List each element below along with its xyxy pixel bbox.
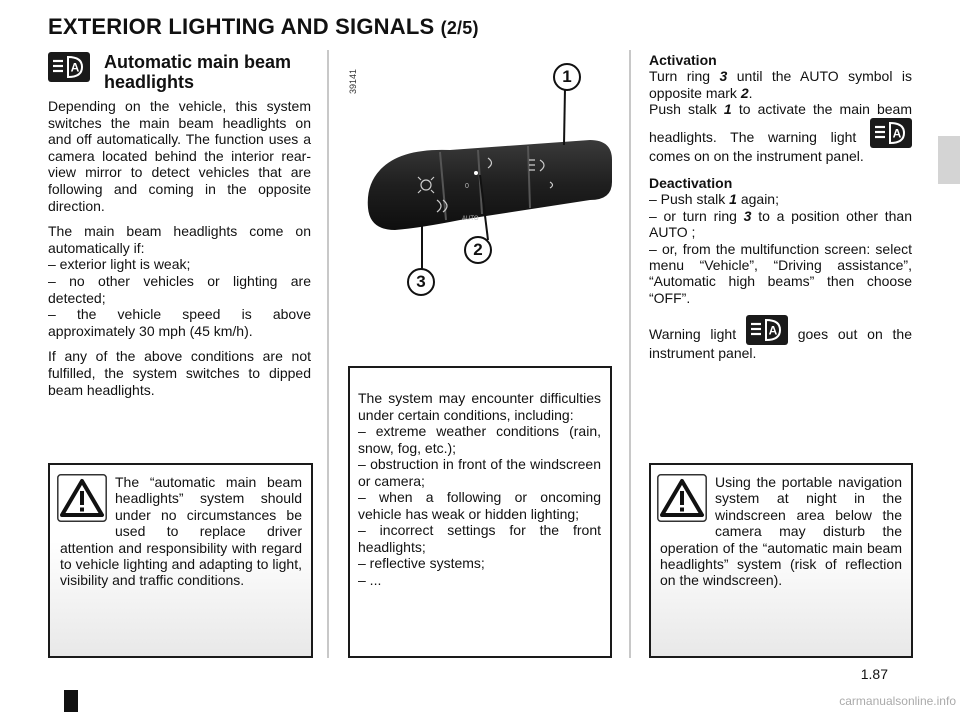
ref-num: 1: [723, 101, 732, 118]
illustration-id: 39141: [348, 68, 358, 94]
text: again;: [736, 191, 779, 208]
ref-num: 3: [743, 207, 752, 224]
icon-spacer: [660, 474, 715, 536]
auto-main-beam-icon: [870, 118, 912, 148]
text: – or turn ring: [649, 207, 744, 224]
text: Turn ring: [649, 68, 720, 85]
stalk-illustration: [340, 60, 620, 330]
warning-light-off: [649, 315, 912, 361]
column-1-text: [48, 98, 311, 407]
warning-text-left: [60, 474, 302, 589]
note-item: – obstruction in front of the windscreen or camera;: [358, 456, 601, 489]
text: Push stalk: [649, 101, 724, 118]
note-item: – ...: [358, 571, 382, 588]
page-title: [48, 14, 479, 40]
note-intro: The system may encounter difficulties under certain conditions, including:: [358, 390, 601, 423]
text: .: [748, 84, 753, 101]
column-divider-right: [629, 50, 631, 658]
deactivation-item: [649, 208, 912, 241]
condition-item: – no other vehicles or lighting are detected;: [48, 272, 311, 306]
auto-main-beam-icon: [48, 52, 90, 82]
column-divider-left: [327, 50, 329, 658]
column-3-text: [649, 52, 912, 362]
ref-num: 2: [740, 84, 749, 101]
title-text: EXTERIOR LIGHTING AND SIGNALS: [48, 14, 435, 39]
condition-item: – the vehicle speed is above approximately 30 mph (45 km/h).: [48, 306, 311, 339]
section-heading: Automatic main beam headlights: [104, 52, 292, 92]
text: to a position other than AUTO ;: [649, 207, 913, 241]
auto-main-beam-icon: [746, 315, 788, 345]
svg-text:A: A: [892, 126, 902, 141]
svg-text:AUTO: AUTO: [462, 216, 479, 222]
conditions-intro: The main beam headlights come on automatically if:: [48, 223, 311, 256]
callout-3: 3: [407, 268, 435, 296]
deactivation-item: [649, 191, 912, 207]
ref-num: 3: [719, 68, 728, 85]
footer-watermark: carmanualsonline.info: [839, 694, 956, 708]
deactivation-item: – or, from the multifunction screen: select menu “Vehicle”, “Driving assistance”, “Automatic high beams” then choose “OFF”.: [649, 240, 912, 306]
note-item: – reflective systems;: [358, 555, 485, 571]
chapter-tab: [938, 136, 960, 184]
note-item: – incorrect settings for the front headlights;: [358, 522, 601, 555]
activation-step-stalk: [649, 101, 912, 164]
svg-text:A: A: [70, 60, 80, 75]
warning-text-right: [660, 474, 902, 589]
text: goes out on the instrument panel.: [649, 326, 913, 362]
text: comes on on the instrument panel.: [649, 147, 864, 164]
warning-message: The “automatic main beam headlights” system should under no circumstances be used to replace driver attention and responsibility with regard to vehicle lighting and adapting to light, visibility and traffic conditions.: [60, 474, 302, 589]
activation-step-ring: [649, 68, 912, 101]
ref-num: 1: [729, 191, 737, 208]
svg-text:A: A: [768, 323, 778, 338]
svg-text:0: 0: [465, 183, 469, 190]
condition-item: – exterior light is weak;: [48, 256, 191, 273]
page-number: 1.87: [860, 666, 888, 682]
paragraph-intro: Depending on the vehicle, this system switches the main beam headlights on and off automatically. The function uses a camera located behind the interior rear-view mirror to detect vehicles that are following and coming in the opposite direction.: [48, 98, 311, 214]
warning-message: Using the portable navigation system at night in the windscreen area below the camera may disturb the operation of the “automatic main beam headlights” system (risk of reflection on the windscreen).: [660, 474, 902, 589]
page-marker: [64, 690, 78, 712]
note-item: – extreme weather conditions (rain, snow, fog, etc.);: [358, 423, 601, 456]
title-part: (2/5): [440, 18, 479, 38]
text: until the AUTO symbol is opposite mark: [649, 68, 913, 101]
icon-spacer: [60, 474, 115, 536]
text: to activate the main beam headlights. The warning light: [649, 101, 913, 145]
activation-heading: Activation: [649, 52, 717, 68]
note-item: – when a following or oncoming vehicle has weak or hidden lighting;: [358, 489, 601, 522]
paragraph-fallback: If any of the above conditions are not fulfilled, the system switches to dipped beam headlights.: [48, 348, 311, 398]
callout-1: 1: [553, 63, 581, 91]
paragraph-conditions: [48, 223, 311, 339]
deactivation-heading: Deactivation: [649, 175, 733, 192]
note-text: [358, 390, 601, 588]
text: Warning light: [649, 326, 746, 343]
text: – Push stalk: [649, 191, 730, 208]
callout-2: 2: [464, 236, 492, 264]
